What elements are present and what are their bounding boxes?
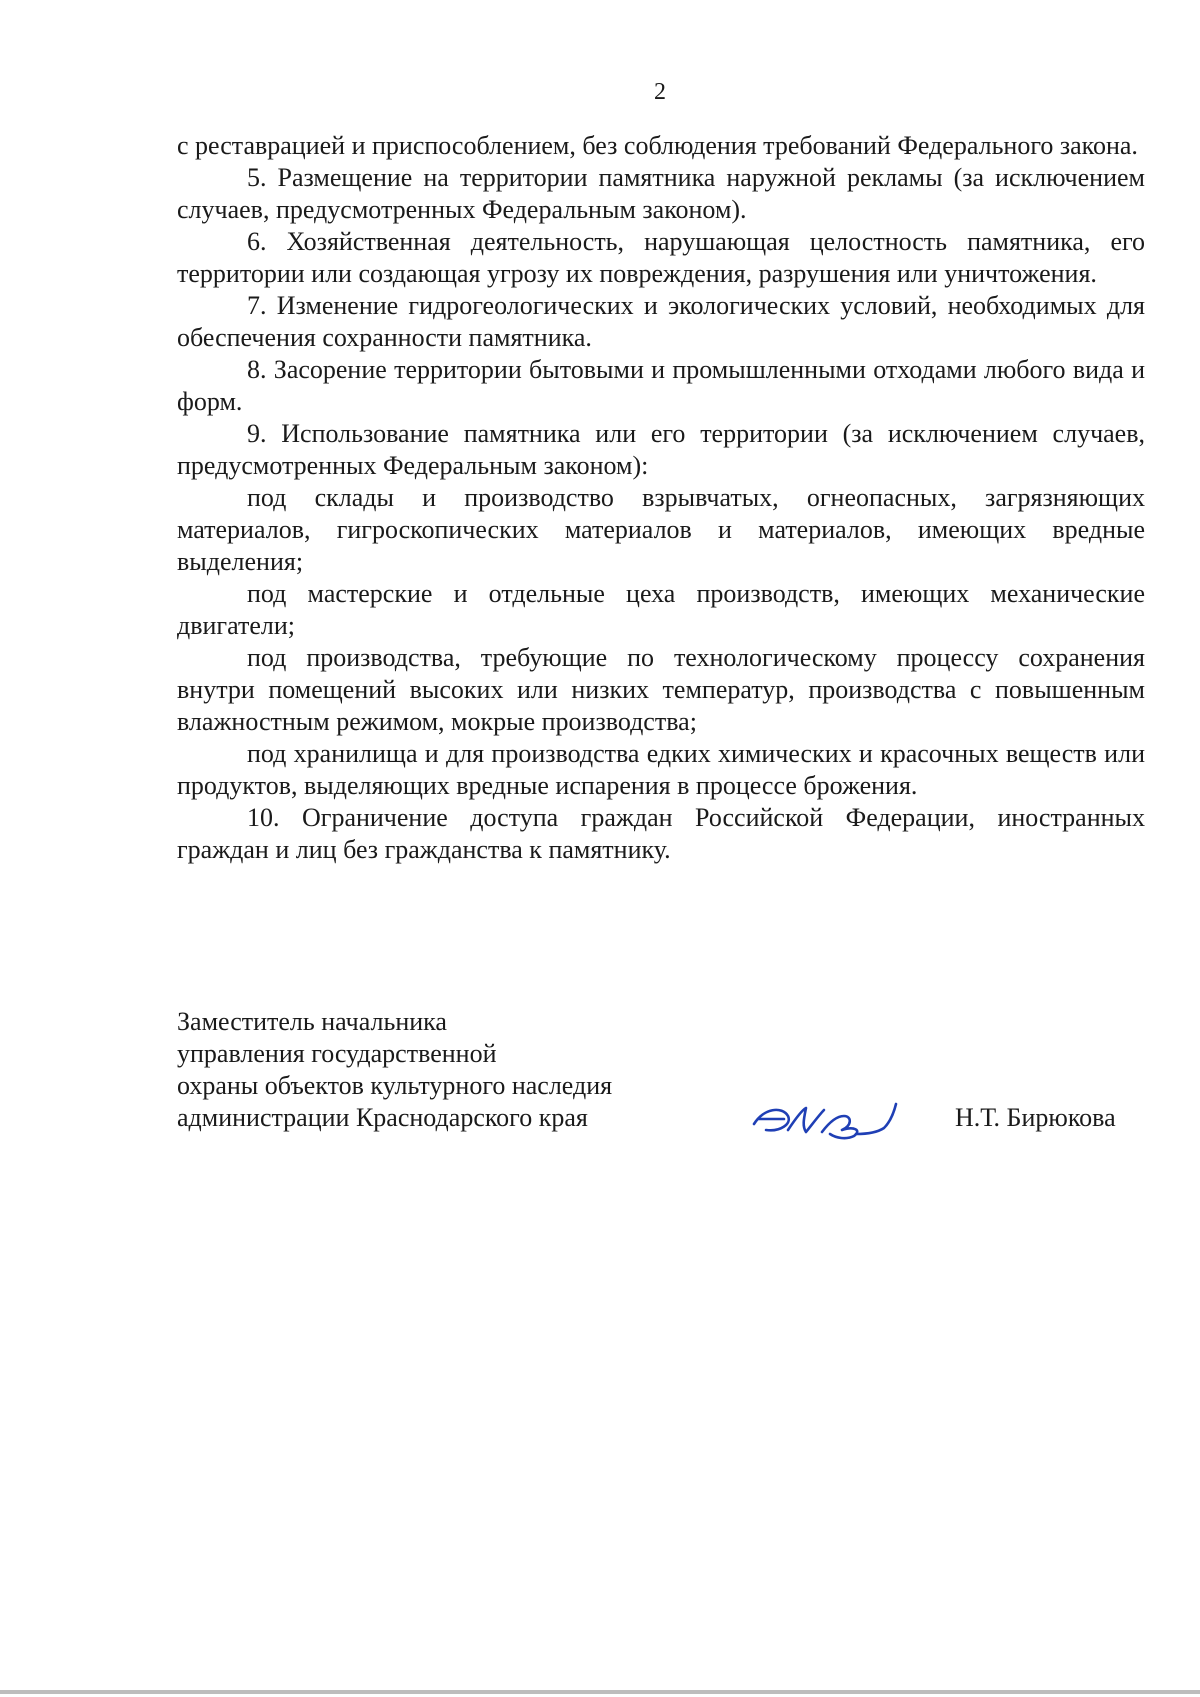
paragraph-subitem-temperature: под производства, требующие по технологическому процессу сохранения внутри помещений высоких или низких температур, производства с повышенным влажностным режимом, мокрые производства; bbox=[177, 643, 1145, 736]
handwritten-signature bbox=[744, 1086, 904, 1146]
signer-position-line: Заместитель начальника bbox=[177, 1007, 447, 1036]
signer-position-line: управления государственной bbox=[177, 1039, 497, 1068]
paragraph-subitem-storage: под хранилища и для производства едких химических и красочных веществ или продуктов, выделяющих вредные испарения в процессе брожения. bbox=[177, 739, 1145, 800]
page-number: 2 bbox=[654, 79, 666, 105]
paragraph-item-8: 8. Засорение территории бытовыми и промышленными отходами любого вида и форм. bbox=[177, 355, 1145, 416]
paragraph-item-10: 10. Ограничение доступа граждан Российской Федерации, иностранных граждан и лиц без гражданства к памятнику. bbox=[177, 803, 1145, 864]
paragraph-item-5: 5. Размещение на территории памятника наружной рекламы (за исключением случаев, предусмотренных Федеральным законом). bbox=[177, 163, 1145, 224]
paragraph-item-6: 6. Хозяйственная деятельность, нарушающая целостность памятника, его территории или создающая угрозу их повреждения, разрушения или уничтожения. bbox=[177, 227, 1145, 288]
paragraph-subitem-warehouses: под склады и производство взрывчатых, огнеопасных, загрязняющих материалов, гигроскопических материалов и материалов, имеющих вредные выделения; bbox=[177, 483, 1145, 576]
page-bottom-edge bbox=[0, 1690, 1200, 1694]
paragraph-item-9: 9. Использование памятника или его территории (за исключением случаев, предусмотренных Федеральным законом): bbox=[177, 419, 1145, 480]
signer-position-line: администрации Краснодарского края bbox=[177, 1103, 588, 1132]
paragraph-item-7: 7. Изменение гидрогеологических и экологических условий, необходимых для обеспечения сохранности памятника. bbox=[177, 291, 1145, 352]
signer-position-line: охраны объектов культурного наследия bbox=[177, 1071, 613, 1100]
paragraph-continuation: с реставрацией и приспособлением, без соблюдения требований Федерального закона. bbox=[177, 131, 1138, 160]
signature-block bbox=[177, 1006, 1145, 1134]
paragraph-subitem-workshops: под мастерские и отдельные цеха производств, имеющих механические двигатели; bbox=[177, 579, 1145, 640]
signer-name: Н.Т. Бирюкова bbox=[955, 1103, 1116, 1132]
document-body bbox=[177, 130, 1145, 866]
